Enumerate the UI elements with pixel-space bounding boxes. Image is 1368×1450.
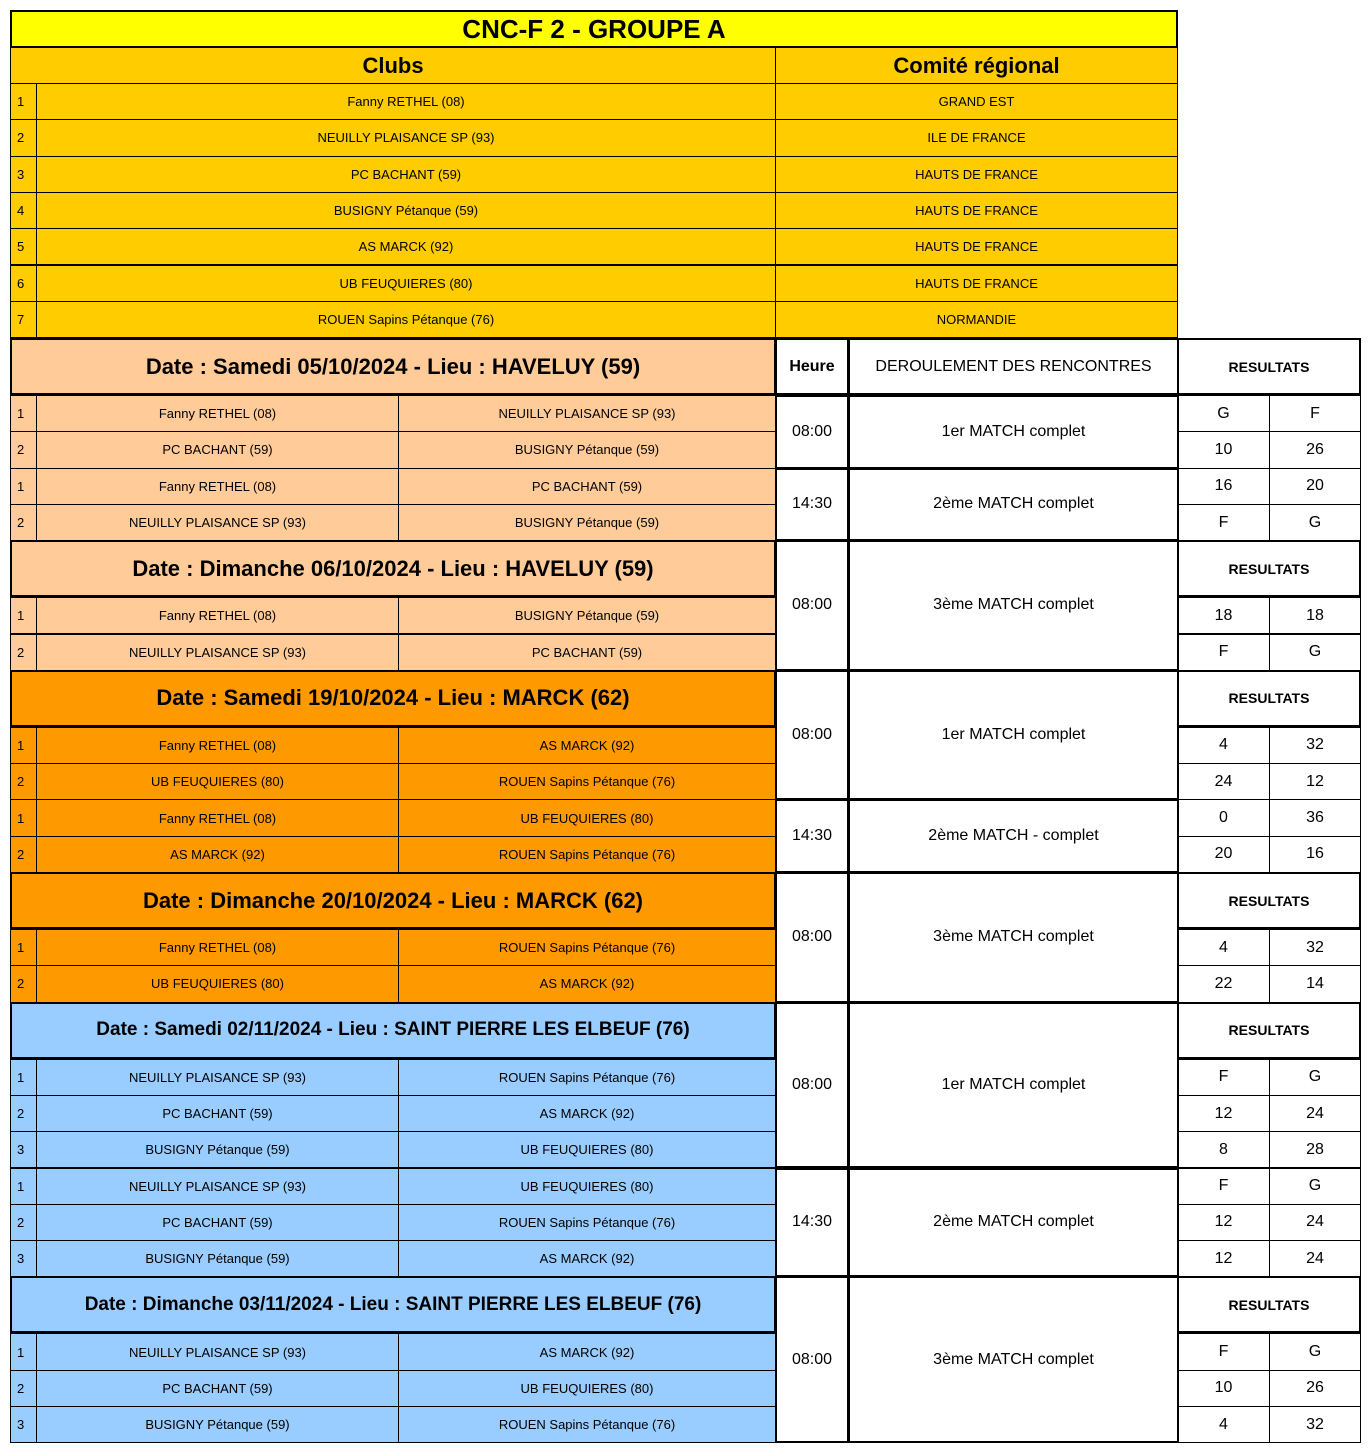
match-description: 3ème MATCH complet xyxy=(848,872,1179,1003)
section-date: Date : Dimanche 20/10/2024 - Lieu : MARCK (62) xyxy=(10,872,776,929)
match-team-a: Fanny RETHEL (08) xyxy=(36,929,399,966)
result-b: 24 xyxy=(1269,1240,1361,1277)
deroulement-header: DEROULEMENT DES RENCONTRES xyxy=(848,338,1179,395)
section-date: Date : Dimanche 03/11/2024 - Lieu : SAINT PIERRE LES ELBEUF (76) xyxy=(10,1276,776,1333)
match-description: 2ème MATCH complet xyxy=(848,1168,1179,1278)
result-b: 14 xyxy=(1269,965,1361,1002)
match-team-b: AS MARCK (92) xyxy=(398,1333,776,1370)
match-number: 2 xyxy=(10,763,37,800)
resultats-header: RESULTATS xyxy=(1177,1276,1361,1333)
result-b: 16 xyxy=(1269,836,1361,873)
match-team-b: PC BACHANT (59) xyxy=(398,634,776,671)
match-team-a: Fanny RETHEL (08) xyxy=(36,395,399,432)
match-team-a: PC BACHANT (59) xyxy=(36,1204,399,1241)
club-number: 2 xyxy=(10,119,37,156)
club-name: AS MARCK (92) xyxy=(36,228,776,265)
result-a: 22 xyxy=(1177,965,1270,1002)
result-a: F xyxy=(1177,634,1270,671)
match-team-b: AS MARCK (92) xyxy=(398,1095,776,1132)
match-heure: 14:30 xyxy=(775,799,849,873)
match-team-b: AS MARCK (92) xyxy=(398,1240,776,1277)
section-date: Date : Dimanche 06/10/2024 - Lieu : HAVELUY (59) xyxy=(10,540,776,597)
match-description: 1er MATCH complet xyxy=(848,395,1179,469)
match-number: 1 xyxy=(10,929,37,966)
result-a: 12 xyxy=(1177,1095,1270,1132)
match-number: 2 xyxy=(10,1370,37,1407)
match-team-a: BUSIGNY Pétanque (59) xyxy=(36,1131,399,1168)
match-team-b: BUSIGNY Pétanque (59) xyxy=(398,504,776,541)
result-b: 32 xyxy=(1269,727,1361,764)
result-a: F xyxy=(1177,1333,1270,1370)
match-team-a: NEUILLY PLAISANCE SP (93) xyxy=(36,504,399,541)
section-date: Date : Samedi 05/10/2024 - Lieu : HAVELUY (59) xyxy=(10,338,776,395)
result-a: 4 xyxy=(1177,727,1270,764)
match-number: 2 xyxy=(10,965,37,1002)
match-team-b: ROUEN Sapins Pétanque (76) xyxy=(398,929,776,966)
result-b: 28 xyxy=(1269,1131,1361,1168)
match-heure: 08:00 xyxy=(775,540,849,671)
match-number: 2 xyxy=(10,431,37,468)
match-number: 2 xyxy=(10,1095,37,1132)
club-name: UB FEUQUIERES (80) xyxy=(36,265,776,302)
resultats-header: RESULTATS xyxy=(1177,338,1361,395)
club-comite: HAUTS DE FRANCE xyxy=(775,192,1178,229)
match-team-a: NEUILLY PLAISANCE SP (93) xyxy=(36,1333,399,1370)
result-a: 12 xyxy=(1177,1240,1270,1277)
result-b: 32 xyxy=(1269,1406,1361,1443)
result-a: 10 xyxy=(1177,1370,1270,1407)
club-number: 1 xyxy=(10,83,37,120)
match-number: 2 xyxy=(10,836,37,873)
result-b: 26 xyxy=(1269,1370,1361,1407)
match-number: 1 xyxy=(10,1059,37,1096)
club-number: 7 xyxy=(10,301,37,338)
result-b: G xyxy=(1269,1059,1361,1096)
result-b: 24 xyxy=(1269,1204,1361,1241)
comite-header: Comité régional xyxy=(775,47,1178,84)
resultats-header: RESULTATS xyxy=(1177,540,1361,597)
result-a: F xyxy=(1177,504,1270,541)
club-name: PC BACHANT (59) xyxy=(36,156,776,193)
match-team-a: Fanny RETHEL (08) xyxy=(36,468,399,505)
result-a: 12 xyxy=(1177,1204,1270,1241)
match-number: 1 xyxy=(10,799,37,836)
match-team-b: UB FEUQUIERES (80) xyxy=(398,1131,776,1168)
result-b: G xyxy=(1269,634,1361,671)
result-b: 20 xyxy=(1269,468,1361,505)
result-a: 24 xyxy=(1177,763,1270,800)
result-a: 10 xyxy=(1177,431,1270,468)
match-heure: 14:30 xyxy=(775,468,849,542)
match-heure: 08:00 xyxy=(775,670,849,801)
club-number: 4 xyxy=(10,192,37,229)
result-b: 36 xyxy=(1269,799,1361,836)
club-number: 5 xyxy=(10,228,37,265)
result-b: 26 xyxy=(1269,431,1361,468)
club-name: NEUILLY PLAISANCE SP (93) xyxy=(36,119,776,156)
result-a: 0 xyxy=(1177,799,1270,836)
match-team-a: PC BACHANT (59) xyxy=(36,431,399,468)
section-date: Date : Samedi 02/11/2024 - Lieu : SAINT PIERRE LES ELBEUF (76) xyxy=(10,1002,776,1059)
result-b: 12 xyxy=(1269,763,1361,800)
match-number: 1 xyxy=(10,1333,37,1370)
page-title: CNC-F 2 - GROUPE A xyxy=(10,10,1178,48)
clubs-header: Clubs xyxy=(10,47,776,84)
match-number: 1 xyxy=(10,468,37,505)
result-a: 16 xyxy=(1177,468,1270,505)
match-heure: 08:00 xyxy=(775,395,849,469)
result-a: G xyxy=(1177,395,1270,432)
result-b: G xyxy=(1269,1333,1361,1370)
match-team-a: PC BACHANT (59) xyxy=(36,1095,399,1132)
result-a: 4 xyxy=(1177,1406,1270,1443)
result-b: 32 xyxy=(1269,929,1361,966)
result-a: 8 xyxy=(1177,1131,1270,1168)
match-team-b: ROUEN Sapins Pétanque (76) xyxy=(398,836,776,873)
match-team-b: NEUILLY PLAISANCE SP (93) xyxy=(398,395,776,432)
result-a: F xyxy=(1177,1059,1270,1096)
match-team-a: BUSIGNY Pétanque (59) xyxy=(36,1240,399,1277)
result-a: 18 xyxy=(1177,597,1270,634)
match-description: 3ème MATCH complet xyxy=(848,540,1179,671)
match-team-b: BUSIGNY Pétanque (59) xyxy=(398,597,776,634)
match-team-a: NEUILLY PLAISANCE SP (93) xyxy=(36,634,399,671)
resultats-header: RESULTATS xyxy=(1177,1002,1361,1059)
match-number: 1 xyxy=(10,395,37,432)
match-heure: 14:30 xyxy=(775,1168,849,1278)
heure-header: Heure xyxy=(775,338,849,395)
match-team-b: UB FEUQUIERES (80) xyxy=(398,1168,776,1205)
match-team-a: UB FEUQUIERES (80) xyxy=(36,763,399,800)
match-number: 1 xyxy=(10,1168,37,1205)
match-team-b: AS MARCK (92) xyxy=(398,965,776,1002)
match-description: 2ème MATCH - complet xyxy=(848,799,1179,873)
result-a: 4 xyxy=(1177,929,1270,966)
match-team-b: UB FEUQUIERES (80) xyxy=(398,799,776,836)
result-a: F xyxy=(1177,1168,1270,1205)
match-number: 3 xyxy=(10,1240,37,1277)
result-a: 20 xyxy=(1177,836,1270,873)
match-team-b: PC BACHANT (59) xyxy=(398,468,776,505)
club-comite: HAUTS DE FRANCE xyxy=(775,228,1178,265)
result-b: F xyxy=(1269,395,1361,432)
match-description: 1er MATCH complet xyxy=(848,1002,1179,1169)
club-name: BUSIGNY Pétanque (59) xyxy=(36,192,776,229)
match-team-b: ROUEN Sapins Pétanque (76) xyxy=(398,1406,776,1443)
club-number: 6 xyxy=(10,265,37,302)
match-heure: 08:00 xyxy=(775,872,849,1003)
match-team-b: UB FEUQUIERES (80) xyxy=(398,1370,776,1407)
match-team-b: ROUEN Sapins Pétanque (76) xyxy=(398,763,776,800)
match-number: 1 xyxy=(10,727,37,764)
match-heure: 08:00 xyxy=(775,1276,849,1443)
club-comite: GRAND EST xyxy=(775,83,1178,120)
match-heure: 08:00 xyxy=(775,1002,849,1169)
club-number: 3 xyxy=(10,156,37,193)
match-number: 1 xyxy=(10,597,37,634)
match-number: 3 xyxy=(10,1131,37,1168)
match-team-a: Fanny RETHEL (08) xyxy=(36,799,399,836)
club-name: ROUEN Sapins Pétanque (76) xyxy=(36,301,776,338)
match-team-a: NEUILLY PLAISANCE SP (93) xyxy=(36,1168,399,1205)
match-team-a: PC BACHANT (59) xyxy=(36,1370,399,1407)
result-b: 24 xyxy=(1269,1095,1361,1132)
club-comite: NORMANDIE xyxy=(775,301,1178,338)
match-number: 2 xyxy=(10,1204,37,1241)
section-date: Date : Samedi 19/10/2024 - Lieu : MARCK (62) xyxy=(10,670,776,727)
resultats-header: RESULTATS xyxy=(1177,872,1361,929)
match-team-a: Fanny RETHEL (08) xyxy=(36,727,399,764)
resultats-header: RESULTATS xyxy=(1177,670,1361,727)
club-comite: HAUTS DE FRANCE xyxy=(775,265,1178,302)
match-number: 2 xyxy=(10,634,37,671)
match-team-b: ROUEN Sapins Pétanque (76) xyxy=(398,1059,776,1096)
club-comite: ILE DE FRANCE xyxy=(775,119,1178,156)
result-b: G xyxy=(1269,1168,1361,1205)
match-team-b: ROUEN Sapins Pétanque (76) xyxy=(398,1204,776,1241)
result-b: 18 xyxy=(1269,597,1361,634)
match-team-a: AS MARCK (92) xyxy=(36,836,399,873)
match-team-b: BUSIGNY Pétanque (59) xyxy=(398,431,776,468)
club-comite: HAUTS DE FRANCE xyxy=(775,156,1178,193)
match-team-a: UB FEUQUIERES (80) xyxy=(36,965,399,1002)
match-team-a: BUSIGNY Pétanque (59) xyxy=(36,1406,399,1443)
match-team-a: Fanny RETHEL (08) xyxy=(36,597,399,634)
match-description: 2ème MATCH complet xyxy=(848,468,1179,542)
club-name: Fanny RETHEL (08) xyxy=(36,83,776,120)
match-number: 2 xyxy=(10,504,37,541)
match-description: 3ème MATCH complet xyxy=(848,1276,1179,1443)
result-b: G xyxy=(1269,504,1361,541)
match-number: 3 xyxy=(10,1406,37,1443)
match-team-b: AS MARCK (92) xyxy=(398,727,776,764)
match-description: 1er MATCH complet xyxy=(848,670,1179,801)
match-team-a: NEUILLY PLAISANCE SP (93) xyxy=(36,1059,399,1096)
